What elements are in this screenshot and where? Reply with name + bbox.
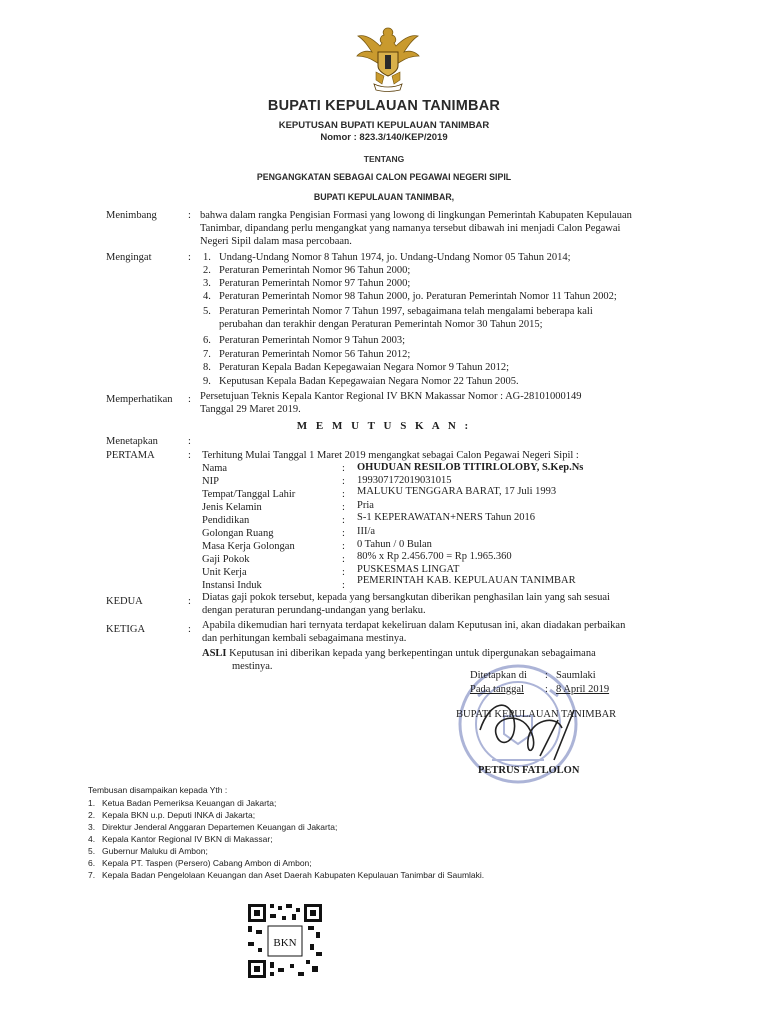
field-label: Jenis Kelamin bbox=[202, 502, 262, 513]
field-label: Unit Kerja bbox=[202, 567, 247, 578]
list-item-number: 5. bbox=[203, 306, 211, 317]
colon: : bbox=[188, 436, 191, 447]
colon: : bbox=[342, 515, 345, 526]
colon: : bbox=[188, 252, 191, 263]
qr-code[interactable] bbox=[246, 902, 324, 980]
list-item-number: 6. bbox=[203, 335, 211, 346]
memperhatikan-label: Memperhatikan bbox=[106, 394, 173, 405]
memutuskan-heading: M E M U T U S K A N : bbox=[296, 420, 472, 432]
list-item-number: 9. bbox=[203, 376, 211, 387]
menetapkan-label: Menetapkan bbox=[106, 436, 158, 447]
field-value: PEMERINTAH KAB. KEPULAUAN TANIMBAR bbox=[357, 575, 576, 586]
colon: : bbox=[188, 596, 191, 607]
signatory-name: PETRUS FATLOLON bbox=[478, 765, 580, 776]
list-item: Peraturan Pemerintah Nomor 96 Tahun 2000; bbox=[219, 265, 411, 276]
tembusan-title: Tembusan disampaikan kepada Yth : bbox=[88, 785, 228, 795]
list-item: Peraturan Pemerintah Nomor 98 Tahun 2000, jo. Peraturan Pemerintah Nomor 11 Tahun 2002; bbox=[219, 291, 617, 302]
garuda-emblem-icon bbox=[354, 22, 422, 94]
colon: : bbox=[342, 463, 345, 474]
colon: : bbox=[545, 670, 548, 681]
list-item: 7. Kepala Badan Pengelolaan Keuangan dan Aset Daerah Kabupaten Kepulauan Tanimbar di Saumlaki. bbox=[88, 870, 485, 880]
list-item: 2. Kepala BKN u.p. Deputi INKA di Jakarta; bbox=[88, 810, 256, 820]
list-item: Peraturan Pemerintah Nomor 97 Tahun 2000; bbox=[219, 278, 411, 289]
signatory-office: BUPATI KEPULAUAN TANIMBAR bbox=[456, 709, 617, 720]
place-value: Saumlaki bbox=[556, 670, 596, 681]
mengingat-label: Mengingat bbox=[106, 252, 152, 263]
list-item: Undang-Undang Nomor 8 Tahun 1974, jo. Undang-Undang Nomor 05 Tahun 2014; bbox=[219, 252, 571, 263]
list-item: 5. Gubernur Maluku di Ambon; bbox=[88, 846, 208, 856]
menimbang-line: Negeri Sipil dalam masa percobaan. bbox=[200, 236, 352, 247]
list-item-number: 4. bbox=[203, 291, 211, 302]
field-label: Tempat/Tanggal Lahir bbox=[202, 489, 296, 500]
colon: : bbox=[342, 489, 345, 500]
ketiga-line: dan perhitungan kembali sebagaimana mestinya. bbox=[202, 633, 407, 644]
menimbang-line: Tanimbar, dipandang perlu mengangkat yang namanya tersebut dibawah ini menjadi Calon Pegawai bbox=[200, 223, 621, 234]
list-item: Keputusan Kepala Badan Kepegawaian Negara Nomor 22 Tahun 2005. bbox=[219, 376, 519, 387]
asli-paragraph bbox=[202, 648, 596, 659]
kedua-line: dengan peraturan perundang-undangan yang berlaku. bbox=[202, 605, 426, 616]
memperhatikan-line: Persetujuan Teknis Kepala Kantor Regional IV BKN Makassar Nomor : AG-28101000149 bbox=[200, 391, 582, 402]
list-item: Peraturan Pemerintah Nomor 7 Tahun 1997, sebagaimana telah mengalami beberapa kali bbox=[219, 306, 593, 317]
list-item-number: 2. bbox=[203, 265, 211, 276]
date-value: 8 April 2019 bbox=[556, 684, 610, 695]
handwritten-signature bbox=[470, 690, 590, 770]
field-value-name: OHUDUAN RESILOB TITIRLOLOBY, S.Kep.Ns bbox=[357, 462, 584, 473]
field-value: 0 Tahun / 0 Bulan bbox=[357, 539, 432, 550]
field-label: Golongan Ruang bbox=[202, 528, 274, 539]
menimbang-label: Menimbang bbox=[106, 210, 157, 221]
field-value: Pria bbox=[357, 500, 374, 511]
ketiga-label: KETIGA bbox=[106, 624, 146, 635]
colon: : bbox=[342, 502, 345, 513]
colon: : bbox=[188, 450, 191, 461]
list-item: Peraturan Kepala Badan Kepegawaian Negara Nomor 9 Tahun 2012; bbox=[219, 362, 510, 373]
colon: : bbox=[342, 567, 345, 578]
list-item-number: 3. bbox=[203, 278, 211, 289]
colon: : bbox=[545, 684, 548, 695]
field-value: 199307172019031015 bbox=[357, 475, 452, 486]
menimbang-line: bahwa dalam rangka Pengisian Formasi yang lowong di lingkungan Pemerintah Kabupaten Kepulauan bbox=[200, 210, 632, 221]
decree-line: KEPUTUSAN BUPATI KEPULAUAN TANIMBAR bbox=[278, 120, 490, 131]
list-item: 6. Kepala PT. Taspen (Persero) Cabang Ambon di Ambon; bbox=[88, 858, 312, 868]
qr-logo-label: BKN bbox=[273, 937, 297, 949]
bupati-line: BUPATI KEPULAUAN TANIMBAR, bbox=[313, 192, 455, 202]
list-item: Peraturan Pemerintah Nomor 9 Tahun 2003; bbox=[219, 335, 405, 346]
colon: : bbox=[342, 541, 345, 552]
colon: : bbox=[342, 528, 345, 539]
kedua-label: KEDUA bbox=[106, 596, 143, 607]
field-label: Instansi Induk bbox=[202, 580, 262, 591]
field-label: Masa Kerja Golongan bbox=[202, 541, 295, 552]
list-item-continuation: perubahan dan terakhir dengan Peraturan Pemerintah Nomor 30 Tahun 2015; bbox=[219, 319, 543, 330]
asli-line: mestinya. bbox=[232, 661, 273, 672]
colon: : bbox=[188, 624, 191, 635]
field-label: Nama bbox=[202, 463, 228, 474]
colon: : bbox=[342, 580, 345, 591]
field-value: MALUKU TENGGARA BARAT, 17 Juli 1993 bbox=[357, 486, 557, 497]
kedua-line: Diatas gaji pokok tersebut, kepada yang bersangkutan diberikan penghasilan lain yang sah sesuai bbox=[202, 592, 610, 603]
list-item: 3. Direktur Jenderal Anggaran Departemen Keuangan di Jakarta; bbox=[88, 822, 338, 832]
colon: : bbox=[342, 476, 345, 487]
list-item-number: 7. bbox=[203, 349, 211, 360]
colon: : bbox=[188, 394, 191, 405]
asli-line: Keputusan ini diberikan kepada yang berkepentingan untuk dipergunakan sebagaimana bbox=[226, 648, 596, 659]
list-item: Peraturan Pemerintah Nomor 56 Tahun 2012; bbox=[219, 349, 411, 360]
field-label: NIP bbox=[202, 476, 219, 487]
tentang-heading: TENTANG bbox=[363, 154, 405, 164]
colon: : bbox=[188, 210, 191, 221]
colon: : bbox=[342, 554, 345, 565]
list-item: 1. Ketua Badan Pemeriksa Keuangan di Jakarta; bbox=[88, 798, 277, 808]
field-value: III/a bbox=[357, 526, 376, 537]
page-title: BUPATI KEPULAUAN TANIMBAR bbox=[267, 98, 501, 114]
field-label: Pendidikan bbox=[202, 515, 250, 526]
field-label: Gaji Pokok bbox=[202, 554, 250, 565]
list-item: 4. Kepala Kantor Regional IV BKN di Makassar; bbox=[88, 834, 273, 844]
decree-subject: PENGANGKATAN SEBAGAI CALON PEGAWAI NEGERI SIPIL bbox=[256, 172, 512, 182]
pertama-intro: Terhitung Mulai Tanggal 1 Maret 2019 mengangkat sebagai Calon Pegawai Negeri Sipil : bbox=[202, 450, 579, 461]
field-value: S-1 KEPERAWATAN+NERS Tahun 2016 bbox=[357, 512, 536, 523]
list-item-number: 1. bbox=[203, 252, 211, 263]
field-value: PUSKESMAS LINGAT bbox=[357, 564, 460, 575]
memperhatikan-line: Tanggal 29 Maret 2019. bbox=[200, 404, 301, 415]
pertama-label: PERTAMA bbox=[106, 450, 155, 461]
asli-label: ASLI bbox=[202, 648, 227, 659]
list-item-number: 8. bbox=[203, 362, 211, 373]
date-label: Pada tanggal bbox=[470, 684, 524, 695]
field-value: 80% x Rp 2.456.700 = Rp 1.965.360 bbox=[357, 551, 512, 562]
place-label: Ditetapkan di bbox=[470, 670, 527, 681]
ketiga-line: Apabila dikemudian hari ternyata terdapat kekeliruan dalam Keputusan ini, akan diadakan perbaikan bbox=[202, 620, 626, 631]
decree-number: Nomor : 823.3/140/KEP/2019 bbox=[320, 132, 448, 143]
